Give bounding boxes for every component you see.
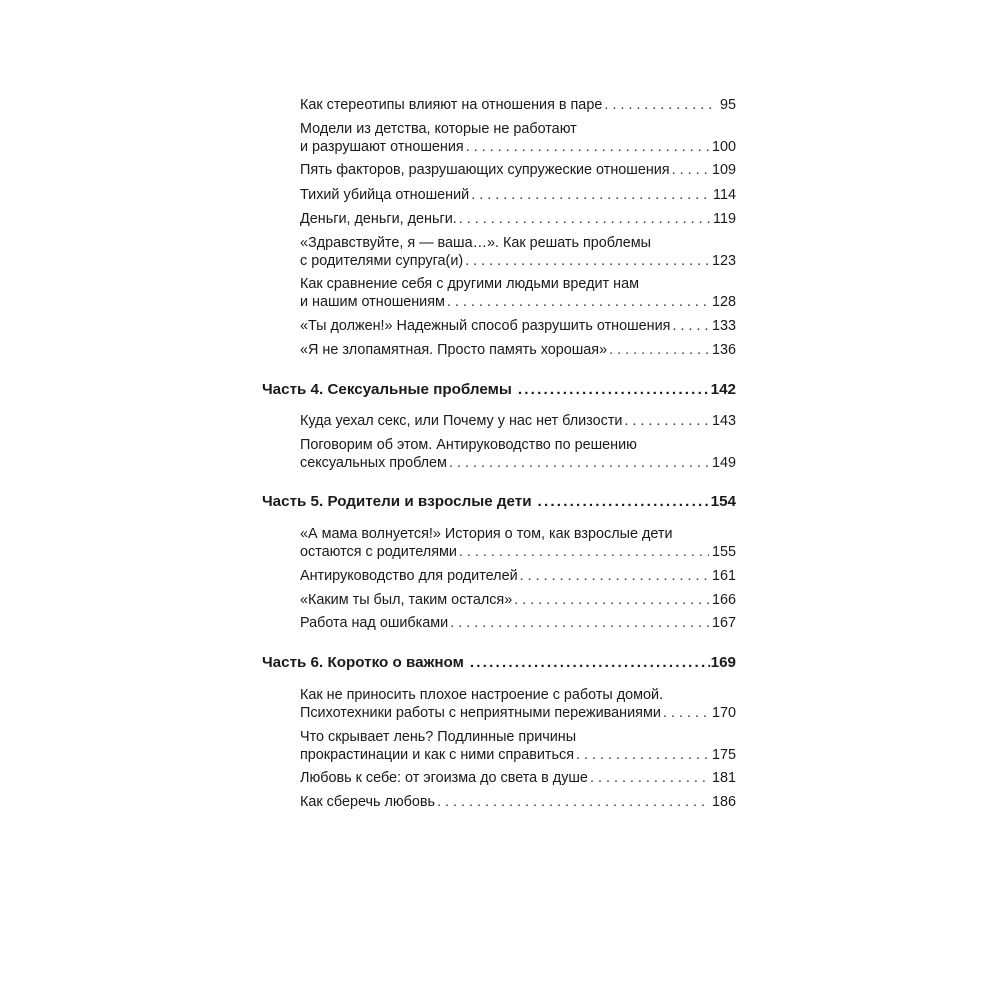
- page-number: 175: [711, 747, 736, 763]
- dot-leader: [518, 380, 710, 400]
- entry-title-continued: с родителями супруга(и): [300, 253, 464, 269]
- dot-leader: [437, 793, 709, 811]
- entry-title-continued: прокрастинации и как с ними справиться: [300, 747, 575, 763]
- toc-entry: [300, 591, 736, 609]
- toc-entry: [300, 317, 736, 335]
- entry-title-continued: Психотехники работы с неприятными переживаниями: [300, 705, 661, 721]
- entry-title: «Каким ты был, таким остался»: [300, 592, 513, 608]
- entry-title-continued: и нашим отношениям: [300, 294, 445, 310]
- entry-title: Пять факторов, разрушающих супружеские отношения: [300, 162, 670, 178]
- entry-title: Как не приносить плохое настроение с работы домой.: [300, 687, 664, 703]
- entry-title: Антируководство для родителей: [300, 568, 518, 584]
- dot-leader: [447, 293, 709, 311]
- page-number: 128: [711, 294, 736, 310]
- page-number: 109: [711, 162, 736, 178]
- entry-title: Как сравнение себя с другими людьми вредит нам: [300, 276, 639, 292]
- entry-title: «А мама волнуется!» История о том, как взрослые дети: [300, 526, 673, 542]
- toc-entry: [300, 161, 736, 179]
- dot-leader: [465, 252, 709, 270]
- page-number: 142: [710, 381, 736, 398]
- entry-title: Модели из детства, которые не работают: [300, 121, 577, 137]
- part-heading: [262, 653, 736, 673]
- entry-title: Любовь к себе: от эгоизма до света в душе: [300, 770, 588, 786]
- toc-entry: [300, 210, 736, 228]
- dot-leader: [590, 769, 709, 787]
- page-number: 114: [713, 187, 736, 203]
- dot-leader: [459, 210, 710, 228]
- page-number: 143: [711, 413, 736, 429]
- dot-leader: [514, 591, 709, 609]
- toc-entry: [300, 341, 736, 359]
- dot-leader: [471, 186, 710, 204]
- page-number: 167: [711, 615, 736, 631]
- part-title: Часть 5. Родители и взрослые дети: [262, 493, 532, 510]
- dot-leader: [624, 412, 709, 430]
- entry-title: «Ты должен!» Надежный способ разрушить отношения: [300, 318, 671, 334]
- dot-leader: [604, 96, 717, 114]
- toc-entry: [300, 567, 736, 585]
- toc-entry: [300, 525, 736, 561]
- page-number: 123: [711, 253, 736, 269]
- page-number: 100: [711, 139, 736, 155]
- page-number: 186: [711, 794, 736, 810]
- dot-leader: [459, 543, 709, 561]
- toc-entry: [300, 769, 736, 787]
- toc-entry: [300, 234, 736, 270]
- entry-title-continued: сексуальных проблем: [300, 455, 447, 471]
- page-number: 170: [711, 705, 736, 721]
- dot-leader: [450, 614, 709, 632]
- page-number: 149: [711, 455, 736, 471]
- page-number: 161: [711, 568, 736, 584]
- dot-leader: [672, 161, 709, 179]
- toc-entry: [300, 412, 736, 430]
- dot-leader: [538, 492, 710, 512]
- toc-entry: [300, 186, 736, 204]
- part-title: Часть 6. Коротко о важном: [262, 654, 464, 671]
- entry-title: «Здравствуйте, я — ваша…». Как решать проблемы: [300, 235, 652, 251]
- page-number: 133: [711, 318, 736, 334]
- dot-leader: [663, 704, 709, 722]
- dot-leader: [470, 653, 710, 673]
- toc-entry: [300, 728, 736, 764]
- entry-title: Куда уехал секс, или Почему у нас нет близости: [300, 413, 623, 429]
- dot-leader: [672, 317, 709, 335]
- page-number: 95: [719, 97, 736, 113]
- toc-entry: [300, 120, 736, 156]
- entry-title: «Я не злопамятная. Просто память хорошая»: [300, 342, 608, 358]
- part-title: Часть 4. Сексуальные проблемы: [262, 381, 512, 398]
- entry-title: Поговорим об этом. Антируководство по решению: [300, 437, 637, 453]
- toc-entry: [300, 96, 736, 114]
- dot-leader: [520, 567, 709, 585]
- page-number: 154: [710, 493, 736, 510]
- entry-title: Что скрывает лень? Подлинные причины: [300, 729, 577, 745]
- entry-title: Деньги, деньги, деньги.: [300, 211, 457, 227]
- page-number: 181: [711, 770, 736, 786]
- entry-title: Работа над ошибками: [300, 615, 449, 631]
- entry-title: Как сберечь любовь: [300, 794, 436, 810]
- page-number: 119: [713, 211, 736, 227]
- page-number: 155: [711, 544, 736, 560]
- toc-entry: [300, 614, 736, 632]
- entry-title: Как стереотипы влияют на отношения в паре: [300, 97, 603, 113]
- page-number: 166: [711, 592, 736, 608]
- page-number: 169: [710, 654, 736, 671]
- dot-leader: [449, 454, 709, 472]
- entry-title-continued: остаются с родителями: [300, 544, 457, 560]
- part-heading: [262, 380, 736, 400]
- entry-title-continued: и разрушают отношения: [300, 139, 464, 155]
- dot-leader: [609, 341, 709, 359]
- entry-title: Тихий убийца отношений: [300, 187, 470, 203]
- dot-leader: [466, 138, 709, 156]
- toc-entry: [300, 275, 736, 311]
- dot-leader: [576, 746, 709, 764]
- page-number: 136: [711, 342, 736, 358]
- toc-entry: [300, 793, 736, 811]
- part-heading: [262, 492, 736, 512]
- toc-entry: [300, 686, 736, 722]
- toc-entry: [300, 436, 736, 472]
